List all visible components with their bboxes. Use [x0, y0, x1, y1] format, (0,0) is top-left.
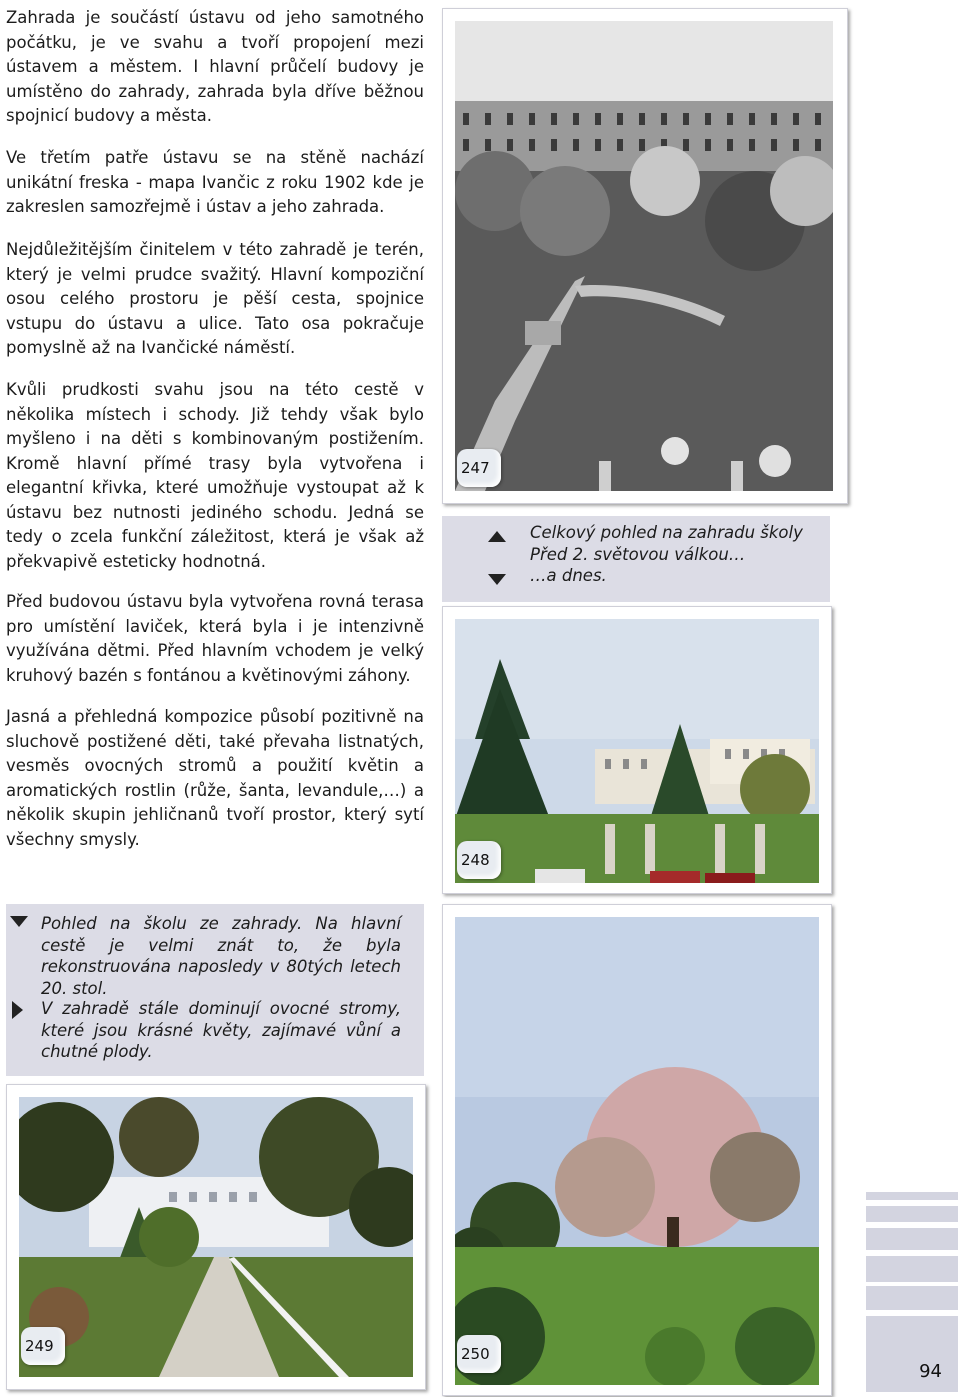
side-stripe-5: [866, 1286, 958, 1310]
paragraph-stairs: Kvůli prudkosti svahu jsou na této cestě v několika místech i schody. Již tehdy však bylo myšleno i na děti s kombinovaným postižením. Kromě hlavní přímé trasy byla vytvořena i elegantní křivka, které umožňuje vystoupat až k ústavu bez nutnosti jediného schodu. Jedná se tedy o zcela funkční záležitost, která je však až překvapivě esteticky hodnotná.: [6, 380, 424, 571]
caption-left-2: V zahradě stále dominují ovocné stromy, které jsou krásné květy, zajímavé vůní a chutné plody.: [41, 999, 401, 1061]
paragraph-fresco: Ve třetím patře ústavu se na stěně nachází unikátní freska - mapa Ivančic z roku 1902 kde je zakreslen samozřejmě i ústav a jeho zahrada.: [6, 148, 424, 216]
figure-249-photo: [19, 1097, 413, 1377]
caption-right-line-2: Před 2. světovou válkou…: [530, 545, 746, 564]
arrow-down-icon: [10, 916, 28, 927]
figure-250-frame: [442, 904, 832, 1396]
side-stripe-3: [866, 1228, 958, 1250]
caption-right-line-1: Celkový pohled na zahradu školy: [530, 523, 803, 542]
figure-249-number: 249: [21, 1327, 65, 1365]
figure-248-photo: [455, 619, 819, 883]
caption-right-line-3: …a dnes.: [530, 566, 607, 585]
page-number: 94: [919, 1361, 942, 1382]
caption-left-1: Pohled na školu ze zahrady. Na hlavní cestě je velmi znát to, že byla rekonstruována naposledy v 80tých letech 20. stol.: [41, 914, 401, 998]
side-stripe-4: [866, 1256, 958, 1282]
figure-250-photo: [455, 917, 819, 1385]
figure-249-frame: [6, 1084, 426, 1390]
paragraph-composition: Jasná a přehledná kompozice působí pozitivně na sluchově postižené děti, také převaha listnatých, vesměs ovocných stromů a použití květin a aromatických rostlin (růže, šanta, levandule,…) a několik skupin jehličnanů tvoří prostor, který sytí všechny smysly.: [6, 707, 424, 849]
arrow-up-icon: [488, 531, 506, 542]
caption-box-right: [442, 516, 830, 602]
arrow-down-icon: [488, 574, 506, 585]
arrow-right-icon: [12, 1001, 23, 1019]
paragraph-terrace: Před budovou ústavu byla vytvořena rovná terasa pro umístění laviček, která byla i je intenzivně využívána dětmi. Před hlavním vchodem je velký kruhový bazén s fontánou a květinovými záhony.: [6, 592, 424, 685]
paragraph-terrain: Nejdůležitějším činitelem v této zahradě je terén, který je velmi prudce svažitý. Hlavní kompoziční osou celého prostoru je pěší cesta, spojnice vstupu do ústavu a ulice. Tato osa pokračuje pomyslně až na Ivančické náměstí.: [6, 240, 424, 357]
side-stripe-1: [866, 1192, 958, 1200]
figure-250-number: 250: [457, 1335, 501, 1373]
caption-box-left: [6, 904, 424, 1076]
figure-248-frame: [442, 606, 832, 894]
paragraph-intro: Zahrada je součástí ústavu od jeho samotného počátku, je ve svahu a tvoří propojení mezi ústavem a městem. I hlavní průčelí budovy je umístěno do zahrady, zahrada byla dříve běžnou spojnicí budovy a města.: [6, 8, 424, 125]
page-number-box: [866, 1316, 958, 1392]
figure-247-number: 247: [457, 449, 501, 487]
side-stripe-2: [866, 1206, 958, 1222]
figure-247-photo: [455, 21, 833, 491]
figure-247-frame: [442, 8, 848, 504]
figure-248-number: 248: [457, 841, 501, 879]
